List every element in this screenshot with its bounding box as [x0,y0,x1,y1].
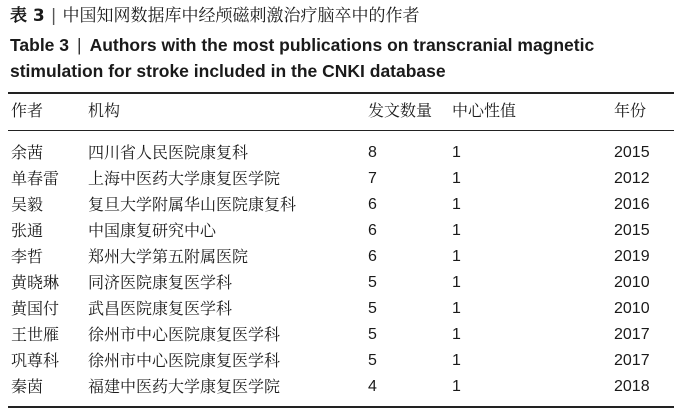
cell-count: 5 [368,326,377,343]
header-institution: 机构 [88,101,121,120]
cell-author: 巩尊科 [11,351,60,370]
cell-institution: 郑州大学第五附属医院 [88,247,249,266]
table-row [0,166,682,192]
header-year: 年份 [614,101,647,120]
table-row [0,348,682,374]
table-row [0,218,682,244]
table-row [0,192,682,218]
cell-centrality: 1 [452,144,461,161]
table-row [0,322,682,348]
cell-author: 余茜 [11,143,44,162]
table-row [0,296,682,322]
cell-author: 黄国付 [11,299,60,318]
cell-centrality: 1 [452,326,461,343]
cell-centrality: 1 [452,378,461,395]
table-row [0,140,682,166]
caption-divider: | [50,6,57,26]
cell-year: 2017 [614,326,650,343]
cell-count: 5 [368,274,377,291]
cell-year: 2010 [614,274,650,291]
cell-institution: 徐州市中心医院康复医学科 [88,325,281,344]
header-author: 作者 [11,101,44,120]
cell-count: 5 [368,300,377,317]
cell-institution: 上海中医药大学康复医学院 [88,169,281,188]
cell-centrality: 1 [452,222,461,239]
cell-centrality: 1 [452,196,461,213]
cell-count: 4 [368,378,377,395]
cell-institution: 武昌医院康复医学科 [88,299,233,318]
caption-cn-title: 中国知网数据库中经颅磁刺激治疗脑卒中的作者 [62,6,420,26]
cell-author: 单春雷 [11,169,60,188]
caption-divider: | [77,35,82,55]
caption-en-label: Table 3 [10,35,70,55]
cell-institution: 徐州市中心医院康复医学科 [88,351,281,370]
cell-centrality: 1 [452,248,461,265]
cell-count: 6 [368,222,377,239]
cell-author: 秦茵 [11,377,44,396]
cell-count: 6 [368,196,377,213]
table-header-row [0,97,682,125]
cell-count: 6 [368,248,377,265]
cell-year: 2012 [614,170,650,187]
cell-centrality: 1 [452,352,461,369]
cell-institution: 中国康复研究中心 [88,221,217,240]
cell-institution: 四川省人民医院康复科 [88,143,249,162]
table-row [0,270,682,296]
caption-en-title: Authors with the most publications on transcranial magnetic stimulation for stroke included in the CNKI database [10,35,595,81]
header-centrality: 中心性值 [452,101,517,120]
cell-author: 王世雁 [11,325,60,344]
table-row [0,374,682,400]
cell-centrality: 1 [452,300,461,317]
table-top-rule [8,92,674,94]
cell-year: 2018 [614,378,650,395]
cell-institution: 福建中医药大学康复医学院 [88,377,281,396]
header-count: 发文数量 [368,101,433,120]
cell-year: 2015 [614,222,650,239]
cell-year: 2019 [614,248,650,265]
caption-english [10,32,675,84]
cell-author: 李哲 [11,247,44,266]
caption-chinese [10,4,419,28]
cell-count: 7 [368,170,377,187]
cell-centrality: 1 [452,170,461,187]
cell-count: 8 [368,144,377,161]
cell-author: 黄晓琳 [11,273,60,292]
caption-cn-label: 表 3 [10,6,45,26]
cell-institution: 同济医院康复医学科 [88,273,233,292]
cell-centrality: 1 [452,274,461,291]
cell-year: 2015 [614,144,650,161]
cell-year: 2010 [614,300,650,317]
cell-year: 2016 [614,196,650,213]
cell-author: 张通 [11,221,44,240]
table-bottom-rule [8,406,674,408]
table-header-rule [8,130,674,131]
cell-author: 吴毅 [11,195,44,214]
cell-institution: 复旦大学附属华山医院康复科 [88,195,297,214]
table-row [0,244,682,270]
cell-year: 2017 [614,352,650,369]
cell-count: 5 [368,352,377,369]
